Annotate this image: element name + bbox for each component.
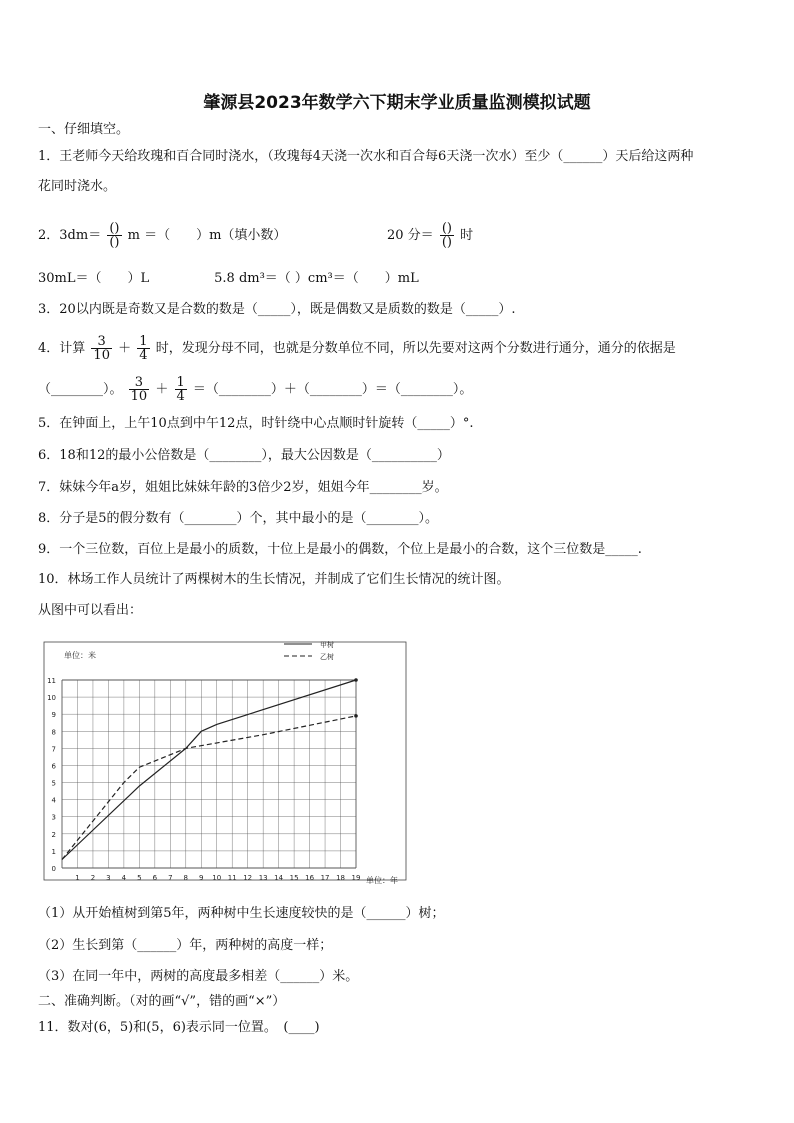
y-tick-label: 2 [51,830,56,839]
q2-a-suffix: m ＝（ ）m（填小数） [127,228,287,243]
series-end-point [354,714,358,718]
question-1-line-2: 花同时浇水。 [38,179,117,194]
q4-prefix: 4．计算 [38,341,86,356]
y-axis-label: 单位：米 [64,651,96,660]
q2-fraction-a-numerator: () [109,221,120,236]
x-tick-label: 5 [137,874,142,882]
x-tick-label: 3 [106,874,111,882]
y-tick-label: 11 [47,677,56,685]
question-2-line-2: 30mL＝（ ）L 5.8 dm³＝（ ）cm³＝（ ）mL [38,271,419,286]
q4-plus: ＋ [118,341,132,356]
q4-line2-plus: ＋ [155,382,169,397]
q2-a-prefix: 2．3dm＝ [38,228,102,243]
chart-frame [44,642,406,880]
q4-fraction-2 [137,335,149,362]
q4-fraction-1 [91,335,112,362]
q4-fraction-2-numerator: 1 [139,334,148,349]
q2-fraction-b-denominator: () [441,235,452,250]
q2-fraction-a [107,222,121,249]
question-11: 11．数对(6，5)和(5，6)表示同一位置。 (____) [38,1020,320,1035]
question-9: 9．一个三位数，百位上是最小的质数，十位上是最小的偶数，个位上是最小的合数，这个三位数是_____. [38,542,642,557]
question-4-line-1 [38,335,676,362]
question-4-line-2 [38,376,472,403]
tree-growth-line-chart [36,630,426,892]
q4-suffix: 时，发现分母不同，也就是分数单位不同，所以先要对这两个分数进行通分，通分的依据是 [155,341,676,356]
q4-line2-prefix: （________）。 [38,382,123,397]
q4-fraction-2-denominator: 4 [139,348,148,363]
q4-line2-fraction-1-numerator: 3 [129,376,150,390]
section-heading-fill-in: 一、仔细填空。 [38,122,130,137]
x-tick-label: 4 [121,874,127,882]
x-tick-label: 11 [227,874,237,882]
question-7: 7．妹妹今年a岁，姐姐比妹妹年龄的3倍少2岁，姐姐今年________岁。 [38,480,448,495]
question-2-part-b [387,222,473,249]
y-tick-label: 8 [51,728,56,737]
q4-line2-fraction-2-denominator: 4 [176,389,185,404]
x-tick-label: 16 [305,874,315,882]
q4-line2-fraction-2 [175,376,187,403]
x-tick-label: 15 [289,874,299,882]
y-tick-label: 7 [51,745,56,754]
y-tick-label: 9 [51,711,56,720]
question-2-line-1 [38,222,286,249]
x-tick-label: 8 [183,874,189,882]
x-tick-label: 2 [90,874,96,882]
y-tick-label: 5 [51,779,56,788]
q4-fraction-1-denominator: 10 [93,348,110,363]
x-tick-label: 19 [351,874,361,882]
q4-line2-fraction-1-denominator: 10 [130,389,148,404]
x-tick-label: 1 [75,874,80,882]
q2-fraction-a-denominator: () [109,235,120,250]
q2-fraction-b-numerator: () [441,221,452,236]
q4-line2-suffix: ＝（________）＋（________）＝（________）。 [192,382,473,397]
series-end-point [354,678,358,682]
question-10-sub-2: （2）生长到第（______）年，两种树的高度一样； [38,938,333,953]
question-6: 6．18和12的最小公倍数是（________），最大公因数是（__________） [38,448,450,463]
x-tick-label: 13 [258,874,268,882]
q4-line2-fraction-2-numerator: 1 [176,375,185,390]
y-tick-label: 0 [51,865,56,873]
x-tick-label: 10 [212,874,222,882]
y-tick-label: 1 [51,847,56,856]
y-tick-label: 3 [51,813,56,822]
question-10-sub-3: （3）在同一年中，两树的高度最多相差（______）米。 [38,969,359,984]
legend-label: 乙树 [320,653,334,661]
question-10-sub-1: （1）从开始植树到第5年，两种树中生长速度较快的是（______）树； [38,906,445,921]
legend-label: 甲树 [320,641,334,649]
series-line [62,716,356,860]
x-tick-label: 14 [274,874,284,882]
x-tick-label: 7 [168,874,173,882]
x-tick-label: 9 [199,874,204,882]
x-axis-label: 单位：年 [366,876,398,885]
question-8: 8．分子是5的假分数有（________）个，其中最小的是（________）。 [38,511,439,526]
y-tick-label: 4 [51,796,56,805]
q4-fraction-1-numerator: 3 [91,335,112,349]
q2-b-prefix: 20 分＝ [387,228,434,243]
question-5: 5．在钟面上，上午10点到中午12点，时针绕中心点顺时针旋转（_____）°. [38,416,474,431]
x-tick-label: 12 [243,874,253,882]
q2-b-suffix: 时 [460,228,474,243]
question-10-line-2: 从图中可以看出： [38,603,143,618]
series-line [62,680,356,860]
q2-fraction-b [440,222,454,249]
y-tick-label: 6 [51,762,56,771]
question-3: 3．20以内既是奇数又是合数的数是（_____），既是偶数又是质数的数是（_____）. [38,302,516,317]
y-tick-label: 10 [47,694,56,703]
x-tick-label: 17 [320,874,330,882]
q4-line2-fraction-1 [129,376,150,403]
x-tick-label: 6 [152,874,158,882]
x-tick-label: 18 [336,874,345,882]
page-title: 肇源县2023年数学六下期末学业质量监测模拟试题 [203,93,591,113]
question-1-line-1: 1．王老师今天给玫瑰和百合同时浇水，（玫瑰每4天浇一次水和百合每6天浇一次水）至少（______）天后给这两种 [38,149,694,164]
section-heading-true-false: 二、准确判断。（对的画“√”，错的画“×”） [38,994,286,1009]
question-10-line-1: 10．林场工作人员统计了两棵树木的生长情况，并制成了它们生长情况的统计图。 [38,572,510,587]
